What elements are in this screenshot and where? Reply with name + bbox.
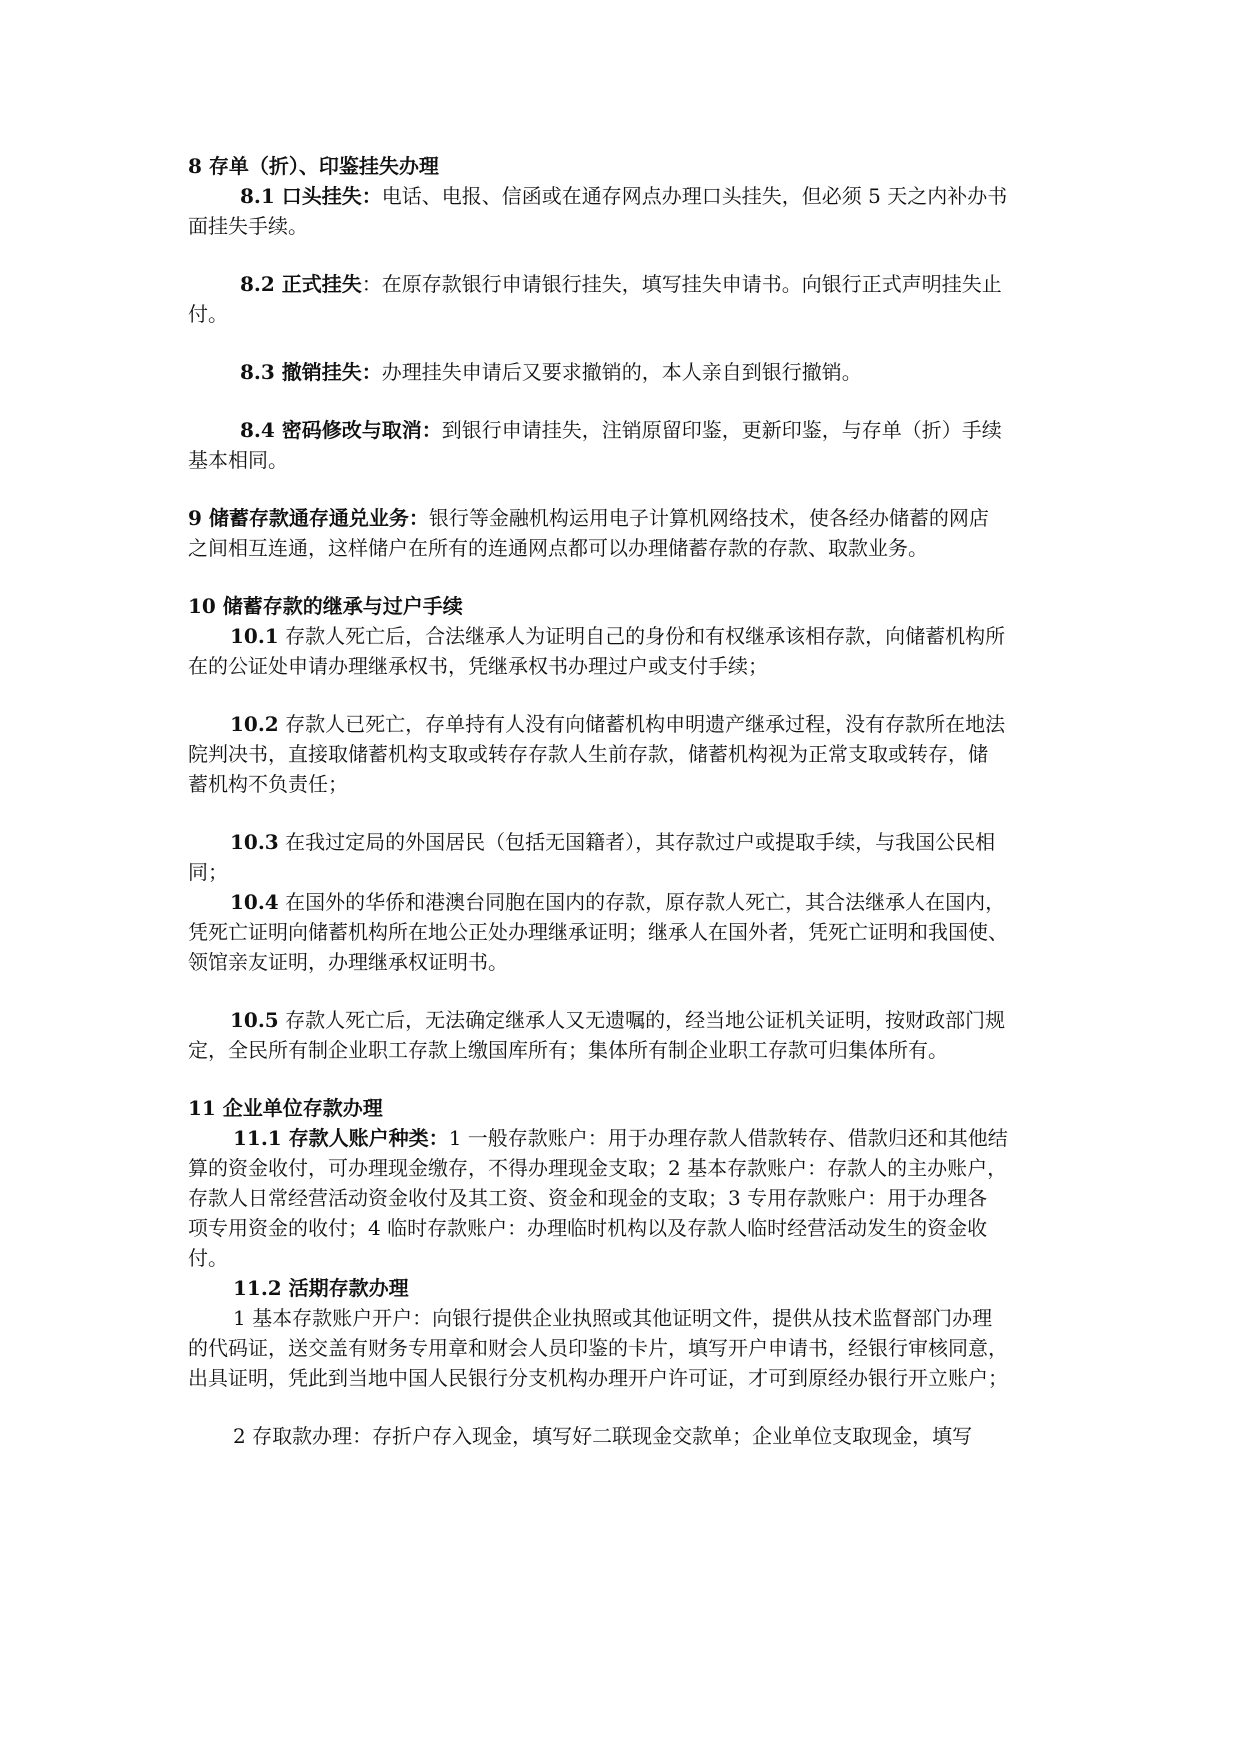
- paragraph-text: 1 一般存款账户：用于办理存款人借款转存、借款归还和其他结: [448, 1126, 1008, 1150]
- section-8-heading: 8 存单（折）、印鉴挂失办理: [188, 154, 439, 178]
- paragraph-text: ：在原存款银行申请银行挂失，填写挂失申请书。向银行正式声明挂失止: [361, 272, 1002, 296]
- paragraph-11-1-cont: 算的资金收付，可办理现金缴存，不得办理现金支取；2 基本存款账户：存款人的主办账户，: [188, 1156, 1008, 1180]
- paragraph-11-2-item-1-cont: 的代码证，送交盖有财务专用章和财会人员印鉴的卡片，填写开户申请书，经银行审核同意，: [188, 1336, 1008, 1360]
- paragraph-label: 10.2: [230, 712, 279, 736]
- paragraph-10-4-cont: 凭死亡证明向储蓄机构所在地公正处办理继承证明；继承人在国外者，凭死亡证明和我国使、: [188, 920, 1008, 944]
- paragraph-label: 8.3 撤销挂失：: [240, 360, 382, 384]
- paragraph-8-1: [240, 180, 1007, 212]
- section-11-heading: 11 企业单位存款办理: [188, 1096, 383, 1120]
- paragraph-text: 到银行申请挂失，注销原留印鉴，更新印鉴，与存单（折）手续: [441, 418, 1002, 442]
- paragraph-10-3: [230, 826, 995, 858]
- paragraph-text: 存款人死亡后，合法继承人为证明自己的身份和有权继承该相存款，向储蓄机构所: [278, 624, 1006, 648]
- paragraph-text: 在国外的华侨和港澳台同胞在国内的存款，原存款人死亡，其合法继承人在国内，: [278, 890, 1006, 914]
- paragraph-11-1-cont: 付。: [188, 1246, 228, 1270]
- paragraph-10-5: [230, 1004, 1005, 1036]
- section-9-cont: 之间相互连通，这样储户在所有的连通网点都可以办理储蓄存款的存款、取款业务。: [188, 536, 928, 560]
- paragraph-8-2-cont: 付。: [188, 302, 228, 326]
- paragraph-11-2-item-1: 1 基本存款账户开户：向银行提供企业执照或其他证明文件，提供从技术监督部门办理: [233, 1306, 993, 1330]
- paragraph-10-3-cont: 同；: [188, 860, 228, 884]
- paragraph-10-2: [230, 708, 1005, 740]
- paragraph-label: 10.4: [230, 890, 279, 914]
- paragraph-label: 10.3: [230, 830, 279, 854]
- paragraph-11-1-cont: 存款人日常经营活动资金收付及其工资、资金和现金的支取；3 专用存款账户：用于办理各: [188, 1186, 988, 1210]
- paragraph-11-2-item-1-cont: 出具证明，凭此到当地中国人民银行分支机构办理开户许可证，才可到原经办银行开立账户；: [188, 1366, 1008, 1390]
- paragraph-10-1: [230, 620, 1005, 652]
- paragraph-text: 存款人死亡后，无法确定继承人又无遗嘱的，经当地公证机关证明，按财政部门规: [278, 1008, 1006, 1032]
- paragraph-11-1-cont: 项专用资金的收付；4 临时存款账户：办理临时机构以及存款人临时经营活动发生的资金收: [188, 1216, 988, 1240]
- paragraph-8-2: [240, 268, 1002, 300]
- paragraph-8-1-cont: 面挂失手续。: [188, 214, 308, 238]
- paragraph-10-5-cont: 定，全民所有制企业职工存款上缴国库所有；集体所有制企业职工存款可归集体所有。: [188, 1038, 948, 1062]
- paragraph-11-1: [233, 1122, 1008, 1154]
- paragraph-10-2-cont: 院判决书，直接取储蓄机构支取或转存存款人生前存款，储蓄机构视为正常支取或转存，储: [188, 742, 988, 766]
- paragraph-10-4: [230, 886, 1005, 918]
- paragraph-11-2-item-2: 2 存取款办理：存折户存入现金，填写好二联现金交款单；企业单位支取现金，填写: [233, 1424, 973, 1448]
- paragraph-8-3: [240, 356, 862, 388]
- subsection-11-2-heading: 11.2 活期存款办理: [233, 1276, 409, 1300]
- paragraph-label: 8.2 正式挂失: [240, 272, 362, 296]
- paragraph-text: 办理挂失申请后又要求撤销的，本人亲自到银行撤销。: [381, 360, 862, 384]
- paragraph-10-2-cont: 蓄机构不负责任；: [188, 772, 348, 796]
- paragraph-text: 在我过定局的外国居民（包括无国籍者），其存款过户或提取手续，与我国公民相: [278, 830, 996, 854]
- section-9-paragraph: [188, 502, 989, 534]
- paragraph-label: 10.5: [230, 1008, 279, 1032]
- paragraph-text: 银行等金融机构运用电子计算机网络技术，使各经办储蓄的网店: [428, 506, 989, 530]
- paragraph-10-1-cont: 在的公证处申请办理继承权书，凭继承权书办理过户或支付手续；: [188, 654, 768, 678]
- paragraph-8-4: [240, 414, 1002, 446]
- paragraph-label: 11.1 存款人账户种类：: [233, 1126, 449, 1150]
- section-10-heading: 10 储蓄存款的继承与过户手续: [188, 594, 463, 618]
- paragraph-label: 8.4 密码修改与取消：: [240, 418, 442, 442]
- paragraph-label: 10.1: [230, 624, 279, 648]
- section-9-heading: 9 储蓄存款通存通兑业务：: [188, 506, 429, 530]
- paragraph-text: 存款人已死亡，存单持有人没有向储蓄机构申明遗产继承过程，没有存款所在地法: [278, 712, 1006, 736]
- paragraph-8-4-cont: 基本相同。: [188, 448, 288, 472]
- paragraph-10-4-cont: 领馆亲友证明，办理继承权证明书。: [188, 950, 508, 974]
- paragraph-text: 电话、电报、信函或在通存网点办理口头挂失，但必须 5 天之内补办书: [381, 184, 1008, 208]
- paragraph-label: 8.1 口头挂失：: [240, 184, 382, 208]
